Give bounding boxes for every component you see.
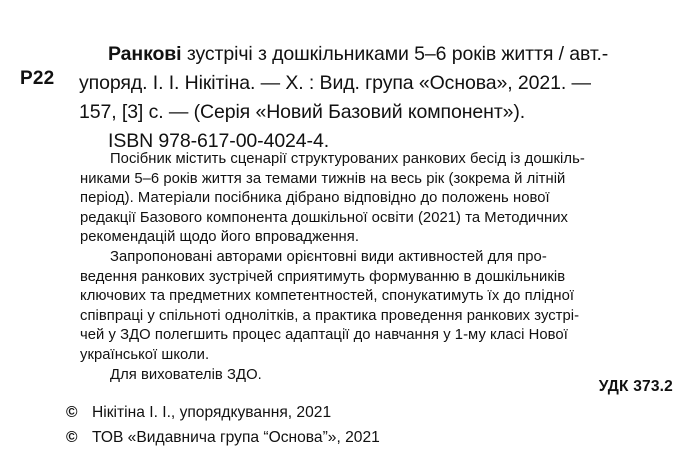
annotation-line: співпраці у спільноті однолітків, а практика проведення ранкових зустрі- — [80, 307, 580, 324]
copyright-icon: © — [66, 429, 78, 446]
annotation-line: никами 5–6 років життя за темами тижнів на весь рік (зокрема й літній — [80, 170, 566, 187]
annotation-line: рекомендацій щодо його впровадження. — [80, 229, 359, 246]
annotation — [80, 150, 674, 385]
audience-line: Для вихователів ЗДО. — [110, 366, 262, 383]
isbn: ISBN 978-617-00-4024-4. — [108, 130, 330, 152]
copyright-text: Нікітіна І. І., упорядкування, 2021 — [92, 404, 332, 421]
biblio-line-3: 157, [3] с. — (Серія «Новий Базовий компонент»). — [79, 101, 526, 123]
biblio-line-2: упоряд. І. І. Нікітіна. — Х. : Вид. група «Основа», 2021. — — [79, 72, 591, 94]
annotation-line: Запропоновані авторами орієнтовні види активностей для про- — [110, 248, 547, 265]
book-title-keyword: Ранкові — [108, 43, 182, 65]
copyright-line — [66, 404, 331, 422]
bibliographic-description — [79, 40, 668, 156]
classification-code: Р22 — [20, 68, 55, 89]
annotation-line: чей у ЗДО полегшить процес адаптації до навчання у 1-му класі Нової — [80, 327, 568, 344]
udk-code: УДК 373.2 — [598, 378, 673, 395]
biblio-line-1 — [108, 40, 668, 69]
annotation-line: період). Матеріали посібника дібрано відповідно до положень нової — [80, 190, 550, 207]
copyright-text: ТОВ «Видавнича група “Основа”», 2021 — [92, 429, 380, 446]
copyright-icon: © — [66, 404, 78, 421]
annotation-line: ведення ранкових зустрічей сприятимуть формуванню в дошкільників — [80, 268, 566, 285]
annotation-line: української школи. — [80, 346, 210, 363]
copyright-line — [66, 429, 380, 447]
biblio-line-1-rest: зустрічі з дошкільниками 5–6 років життя / авт.- — [181, 43, 609, 65]
annotation-line: ключових та предметних компетентностей, спонукатимуть їх до плідної — [80, 288, 575, 305]
annotation-line: Посібник містить сценарії структурованих ранкових бесід із дошкіль- — [110, 151, 585, 167]
annotation-line: редакції Базового компонента дошкільної освіти (2021) та Методичних — [80, 209, 568, 226]
